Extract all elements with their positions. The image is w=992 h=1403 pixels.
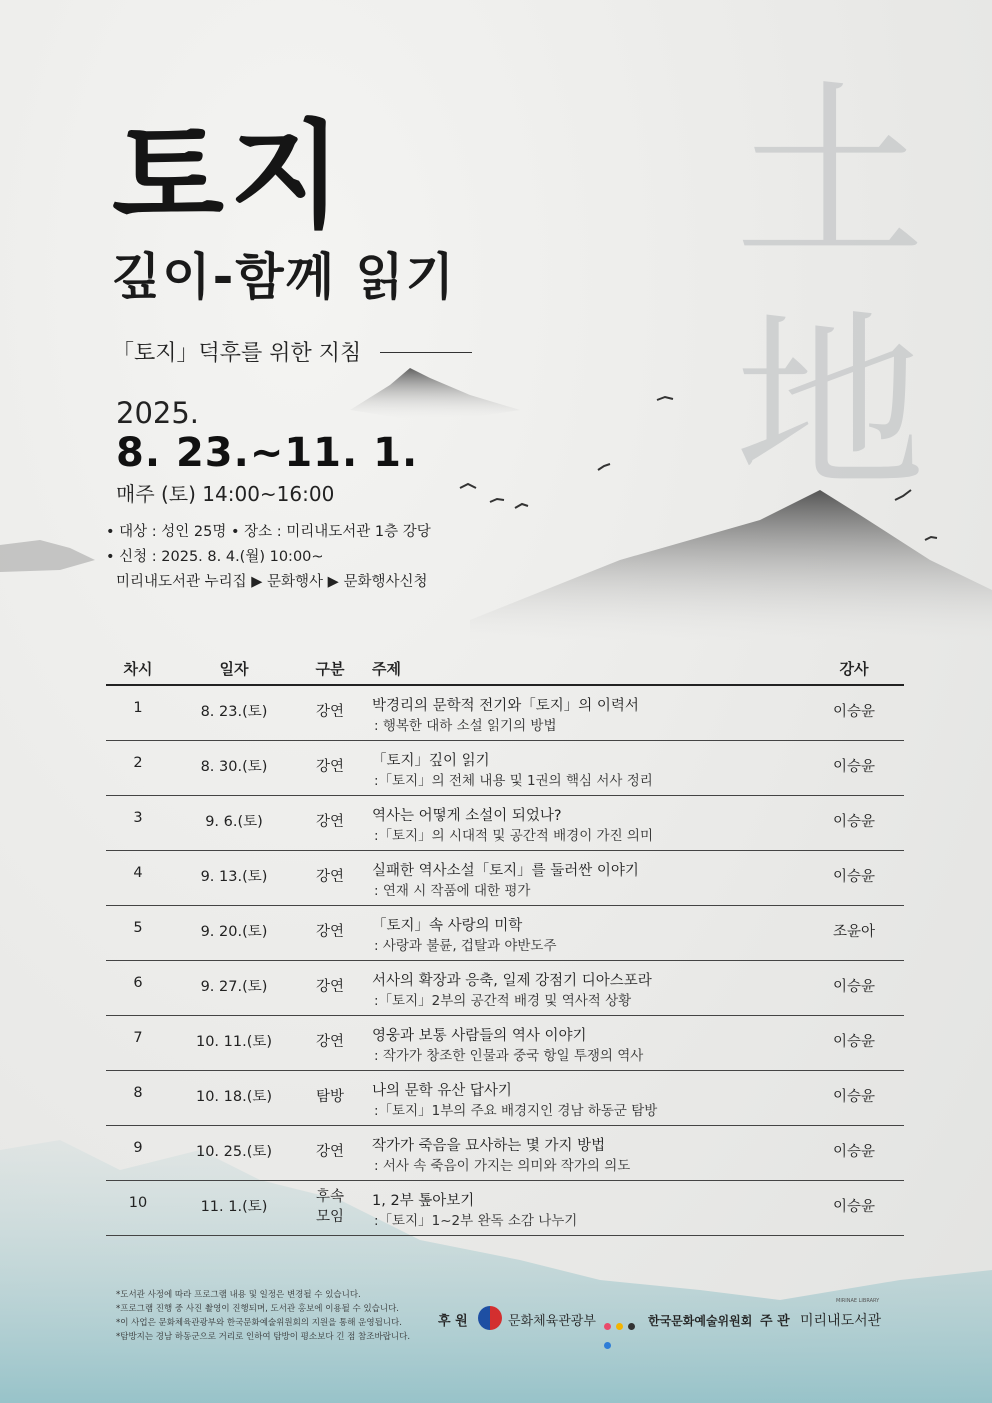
header-no: 차시 [123, 659, 153, 678]
topic-title: 「토지」속 사랑의 미학 [372, 918, 523, 934]
footnote: *탐방지는 경남 하동군으로 거리로 인하여 탐방이 평소보다 긴 점 참조바랍니다. [116, 1332, 411, 1342]
row-type: 후속 모임 [315, 1189, 344, 1225]
row-teacher: 이승윤 [832, 869, 876, 885]
row-teacher: 이승윤 [832, 1199, 876, 1215]
row-date: 10. 11.(토) [195, 1034, 273, 1050]
topic-title: 서사의 확장과 응축, 일제 강점기 디아스포라 [372, 973, 652, 989]
row-teacher: 이승윤 [832, 759, 876, 775]
host-small-label: MIRINAE LIBRARY [836, 1298, 880, 1304]
topic-subtitle: :「토지」의 시대적 및 공간적 배경이 가진 의미 [374, 828, 653, 844]
row-date: 9. 27.(토) [200, 979, 268, 995]
footnote: *도서관 사정에 따라 프로그램 내용 및 일정은 변경될 수 있습니다. [116, 1290, 361, 1300]
topic-subtitle: :「토지」2부의 공간적 배경 및 역사적 상황 [374, 993, 632, 1009]
row-no: 8 [133, 1085, 143, 1101]
row-date: 8. 23.(토) [200, 704, 268, 720]
row-topic [362, 961, 804, 1015]
row-type: 강연 [315, 814, 344, 830]
arko-logo-icon [604, 1315, 644, 1325]
event-time: 매주 (토) 14:00~16:00 [116, 482, 335, 506]
small-mountain [350, 368, 520, 418]
main-title: 토지 [112, 108, 349, 244]
topic-title: 1, 2부 톺아보기 [372, 1193, 475, 1209]
table-row [106, 1126, 904, 1181]
table-row [106, 686, 904, 741]
topic-subtitle: : 행복한 대하 소설 읽기의 방법 [374, 718, 557, 734]
topic-subtitle: :「토지」1~2부 완독 소감 나누기 [374, 1213, 578, 1229]
row-no: 7 [133, 1030, 143, 1046]
row-topic [362, 1181, 804, 1235]
table-row [106, 1181, 904, 1236]
row-no: 3 [133, 810, 143, 826]
topic-title: 작가가 죽음을 묘사하는 몇 가지 방법 [372, 1138, 606, 1154]
event-dates: 8. 23.~11. 1. [116, 430, 419, 476]
table-row [106, 796, 904, 851]
footnote: *프로그램 진행 중 사진 촬영이 진행되며, 도서관 홍보에 이용될 수 있습니다. [116, 1304, 400, 1314]
row-topic [362, 1016, 804, 1070]
footnotes [116, 1288, 410, 1344]
row-topic [362, 851, 804, 905]
row-type: 강연 [315, 924, 344, 940]
info-target-location: • 대상 : 성인 25명 • 장소 : 미리내도서관 1층 강당 [106, 524, 431, 540]
row-topic [362, 1126, 804, 1180]
table-row [106, 1071, 904, 1126]
row-no: 9 [133, 1140, 143, 1156]
row-teacher: 이승윤 [832, 814, 876, 830]
table-row [106, 961, 904, 1016]
sponsor-mcst: 문화체육관광부 [508, 1314, 596, 1329]
row-teacher: 이승윤 [832, 1144, 876, 1160]
row-no: 6 [133, 975, 143, 991]
row-teacher: 이승윤 [832, 704, 876, 720]
row-type: 강연 [315, 704, 344, 720]
header-teacher: 강사 [839, 659, 869, 678]
sponsor-label: 후 원 [438, 1314, 468, 1329]
row-type: 강연 [315, 759, 344, 775]
row-topic [362, 796, 804, 850]
table-row [106, 741, 904, 796]
topic-title: 나의 문학 유산 답사기 [372, 1083, 512, 1099]
row-date: 11. 1.(토) [200, 1199, 268, 1215]
row-date: 9. 6.(토) [205, 814, 263, 830]
table-row [106, 906, 904, 961]
topic-subtitle: : 서사 속 죽음이 가지는 의미와 작가의 의도 [374, 1158, 631, 1174]
tagline: 「토지」덕후를 위한 지침 [112, 341, 362, 366]
topic-subtitle: : 사랑과 불륜, 겁탈과 야반도주 [374, 938, 557, 954]
topic-title: 「토지」깊이 읽기 [372, 753, 490, 769]
mcst-logo-icon [478, 1306, 502, 1330]
row-date: 10. 18.(토) [195, 1089, 273, 1105]
topic-title: 실패한 역사소설「토지」를 둘러싼 이야기 [372, 863, 639, 879]
row-teacher: 이승윤 [832, 1034, 876, 1050]
header-type: 구분 [315, 659, 345, 678]
row-type: 강연 [315, 869, 344, 885]
row-date: 9. 13.(토) [200, 869, 268, 885]
sponsor-arko: 한국문화예술위원회 [648, 1314, 753, 1328]
topic-title: 영웅과 보통 사람들의 역사 이야기 [372, 1028, 587, 1044]
row-no: 2 [133, 755, 143, 771]
row-teacher: 이승윤 [832, 1089, 876, 1105]
row-teacher: 조윤아 [832, 924, 876, 940]
row-type: 강연 [315, 1034, 344, 1050]
topic-title: 역사는 어떻게 소설이 되었나? [372, 808, 562, 824]
row-topic [362, 741, 804, 795]
background-hanja-calligraphy: 土地 [734, 64, 925, 515]
host-library: 미리내도서관 [800, 1313, 882, 1329]
table-row [106, 851, 904, 906]
header-date: 일자 [219, 659, 249, 678]
header-topic: 주제 [372, 659, 401, 678]
event-year: 2025. [116, 396, 200, 430]
row-date: 10. 25.(토) [195, 1144, 273, 1160]
table-row [106, 1016, 904, 1071]
row-no: 10 [128, 1195, 148, 1211]
row-type: 강연 [315, 979, 344, 995]
host-label: 주 관 [760, 1314, 790, 1329]
left-hills [0, 540, 95, 572]
row-topic [362, 1071, 804, 1125]
footnote: *이 사업은 문화체육관광부와 한국문화예술위원회의 지원을 통해 운영됩니다. [116, 1318, 402, 1328]
topic-subtitle: :「토지」1부의 주요 배경지인 경남 하동군 탐방 [374, 1103, 658, 1119]
topic-subtitle: : 연재 시 작품에 대한 평가 [374, 883, 531, 899]
schedule-table [106, 652, 904, 1236]
info-application-path: 미리내도서관 누리집 ▶ 문화행사 ▶ 문화행사신청 [116, 574, 428, 590]
row-no: 5 [133, 920, 143, 936]
row-no: 1 [133, 700, 143, 716]
row-date: 8. 30.(토) [200, 759, 268, 775]
topic-subtitle: : 작가가 창조한 인물과 중국 항일 투쟁의 역사 [374, 1048, 644, 1064]
row-topic [362, 686, 804, 740]
row-type: 강연 [315, 1144, 344, 1160]
row-no: 4 [133, 865, 143, 881]
row-teacher: 이승윤 [832, 979, 876, 995]
row-type: 탐방 [315, 1089, 344, 1105]
row-date: 9. 20.(토) [200, 924, 268, 940]
topic-subtitle: :「토지」의 전체 내용 및 1권의 핵심 서사 정리 [374, 773, 653, 789]
subtitle: 깊이-함께 읽기 [112, 248, 456, 306]
table-header [106, 652, 904, 686]
topic-title: 박경리의 문학적 전기와「토지」의 이력서 [372, 698, 639, 714]
tagline-divider [380, 352, 472, 353]
row-topic [362, 906, 804, 960]
info-application: • 신청 : 2025. 8. 4.(월) 10:00~ [106, 549, 324, 565]
